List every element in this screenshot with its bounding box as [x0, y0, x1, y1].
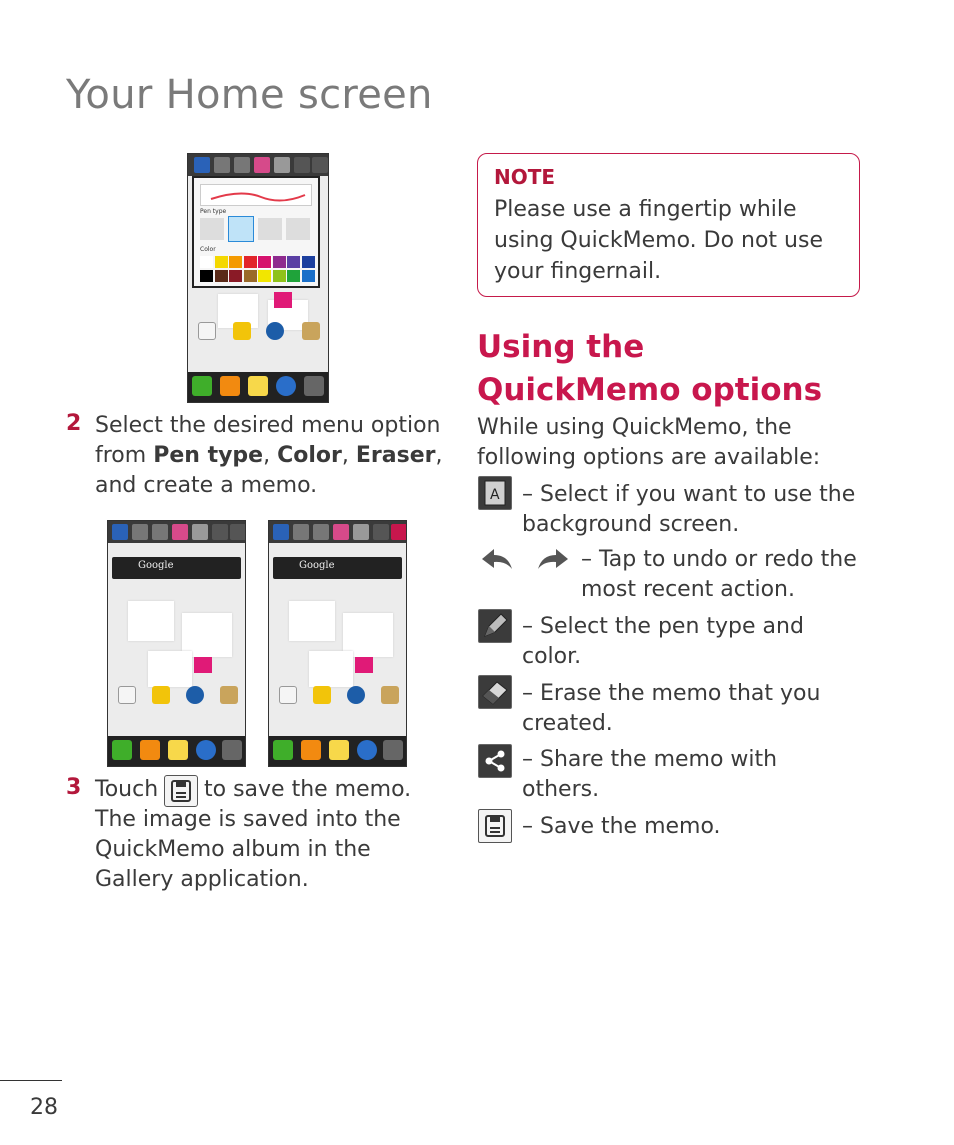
google-search-label: Google — [138, 560, 174, 571]
pen-type-popup — [192, 176, 320, 288]
calendar-icon — [118, 686, 136, 704]
step-2-text — [95, 411, 450, 501]
camera-icon — [220, 686, 238, 704]
wallpaper-accent — [194, 657, 212, 673]
color-swatch — [244, 256, 257, 268]
google-search-label: Google — [299, 560, 335, 571]
save-icon — [230, 524, 246, 540]
google-search-bar — [273, 557, 402, 579]
camera-icon — [302, 322, 320, 340]
eraser-term: Eraser — [355, 443, 436, 468]
save-icon-highlighted — [391, 524, 407, 540]
undo-icon — [293, 524, 309, 540]
share-glyph — [479, 745, 511, 777]
color-swatch — [258, 270, 271, 282]
browser-icon — [196, 740, 216, 760]
option-undo-redo-text: – Tap to undo or redo the most recent action. — [581, 547, 857, 602]
contacts-icon — [220, 376, 240, 396]
save-icon — [312, 157, 328, 173]
color-swatch — [273, 270, 286, 282]
step-2-separator: , — [263, 443, 278, 468]
step-3-touch: Touch — [95, 777, 159, 802]
color-swatch — [229, 256, 242, 268]
color-swatch — [215, 270, 228, 282]
section-heading: Using the QuickMemo options — [477, 329, 823, 408]
step-2-text-after: , and create a memo. — [95, 443, 443, 498]
option-background-text: – Select if you want to use the background screen. — [522, 482, 856, 537]
pen-icon — [254, 157, 270, 173]
color-swatch — [244, 270, 257, 282]
apps-icon — [304, 376, 324, 396]
svg-text:A: A — [490, 487, 500, 503]
pen-type-term: Pen type — [153, 443, 264, 468]
pen-type-label: Pen type — [200, 208, 227, 215]
color-swatch — [287, 256, 300, 268]
quickmemo-toolbar — [188, 154, 328, 176]
browser-icon — [357, 740, 377, 760]
color-swatch — [215, 256, 228, 268]
color-label: Color — [200, 246, 216, 253]
save-icon — [164, 775, 198, 807]
step-3-number: 3 — [66, 775, 82, 800]
color-swatch — [302, 256, 315, 268]
save-icon — [478, 809, 512, 843]
email-icon — [233, 322, 251, 340]
wallpaper-accent — [274, 292, 292, 308]
note-text: Please use a fingertip while using QuickMemo. Do not use your fingernail. — [494, 197, 823, 284]
background-screen-icon — [273, 524, 289, 540]
email-icon — [313, 686, 331, 704]
undo-icon — [214, 157, 230, 173]
messaging-icon — [168, 740, 188, 760]
redo-icon — [152, 524, 168, 540]
contacts-icon — [301, 740, 321, 760]
pen-glyph — [479, 610, 511, 642]
section-intro: While using QuickMemo, the following options are available: — [477, 415, 821, 470]
option-share-text: – Share the memo with others. — [522, 747, 778, 802]
redo-icon — [234, 157, 250, 173]
option-save-text: – Save the memo. — [522, 814, 721, 839]
messaging-icon — [248, 376, 268, 396]
background-screen-icon — [478, 476, 512, 510]
save-icon-glyph — [165, 776, 197, 806]
color-swatch — [273, 256, 286, 268]
quickmemo-home-screenshot-left — [107, 520, 246, 767]
world-clock-icon — [347, 686, 365, 704]
wallpaper-accent — [355, 657, 373, 673]
option-eraser-text: – Erase the memo that you created. — [522, 681, 821, 736]
eraser-icon — [274, 157, 290, 173]
quickmemo-home-screenshot-right — [268, 520, 407, 767]
color-palette — [200, 256, 316, 284]
page-title: Your Home screen — [66, 72, 433, 118]
quickmemo-pen-type-screenshot — [187, 153, 329, 403]
world-clock-icon — [186, 686, 204, 704]
step-3-after: to save the memo. — [204, 777, 412, 802]
redo-arrow-glyph — [532, 545, 572, 575]
background-screen-glyph — [479, 477, 511, 509]
quickmemo-toolbar — [269, 521, 406, 543]
email-icon — [152, 686, 170, 704]
undo-icon — [478, 545, 518, 575]
redo-icon — [532, 545, 572, 575]
option-pen-text: – Select the pen type and color. — [522, 614, 804, 669]
world-clock-icon — [266, 322, 284, 340]
pen-icon — [478, 609, 512, 643]
color-swatch — [200, 270, 213, 282]
step-2-number: 2 — [66, 411, 82, 436]
step-2-text-before: Select the desired menu option from — [95, 413, 441, 468]
contacts-icon — [140, 740, 160, 760]
stroke-preview-line — [201, 185, 313, 207]
color-swatch — [200, 256, 213, 268]
home-dock — [188, 372, 328, 402]
apps-icon — [383, 740, 403, 760]
share-icon — [373, 524, 389, 540]
quickmemo-toolbar — [108, 521, 245, 543]
background-screen-icon — [112, 524, 128, 540]
eraser-icon — [478, 675, 512, 709]
messaging-icon — [329, 740, 349, 760]
background-screen-icon — [194, 157, 210, 173]
calendar-icon — [198, 322, 216, 340]
share-icon — [212, 524, 228, 540]
home-dock — [269, 736, 406, 766]
color-swatch — [258, 256, 271, 268]
save-glyph — [479, 810, 511, 842]
undo-icon — [132, 524, 148, 540]
camera-icon — [381, 686, 399, 704]
footer-rule — [0, 1080, 62, 1081]
color-term: Color — [277, 443, 342, 468]
note-title: NOTE — [494, 165, 556, 189]
pen-option-marker — [200, 218, 224, 240]
wallpaper-tile — [309, 651, 353, 687]
pen-option-brush — [258, 218, 282, 240]
wallpaper-tile — [148, 651, 192, 687]
google-search-bar — [112, 557, 241, 579]
page-number: 28 — [30, 1095, 58, 1120]
home-dock — [108, 736, 245, 766]
share-icon — [294, 157, 310, 173]
browser-icon — [276, 376, 296, 396]
step-2-separator: , — [341, 443, 356, 468]
phone-icon — [112, 740, 132, 760]
undo-arrow-glyph — [478, 545, 518, 575]
share-icon — [478, 744, 512, 778]
color-swatch — [302, 270, 315, 282]
phone-icon — [273, 740, 293, 760]
pen-option-highlighter — [286, 218, 310, 240]
wallpaper-tile — [128, 601, 174, 641]
color-swatch — [287, 270, 300, 282]
step-3-rest: The image is saved into the QuickMemo album in the Gallery application. — [95, 807, 401, 892]
eraser-icon — [353, 524, 369, 540]
eraser-icon — [192, 524, 208, 540]
pen-icon — [333, 524, 349, 540]
eraser-glyph — [479, 676, 511, 708]
apps-icon — [222, 740, 242, 760]
wallpaper-tile — [289, 601, 335, 641]
redo-icon — [313, 524, 329, 540]
pen-icon — [172, 524, 188, 540]
pen-option-pen-selected — [228, 216, 254, 242]
pen-type-options — [200, 216, 314, 242]
calendar-icon — [279, 686, 297, 704]
phone-icon — [192, 376, 212, 396]
color-swatch — [229, 270, 242, 282]
stroke-preview — [200, 184, 312, 206]
